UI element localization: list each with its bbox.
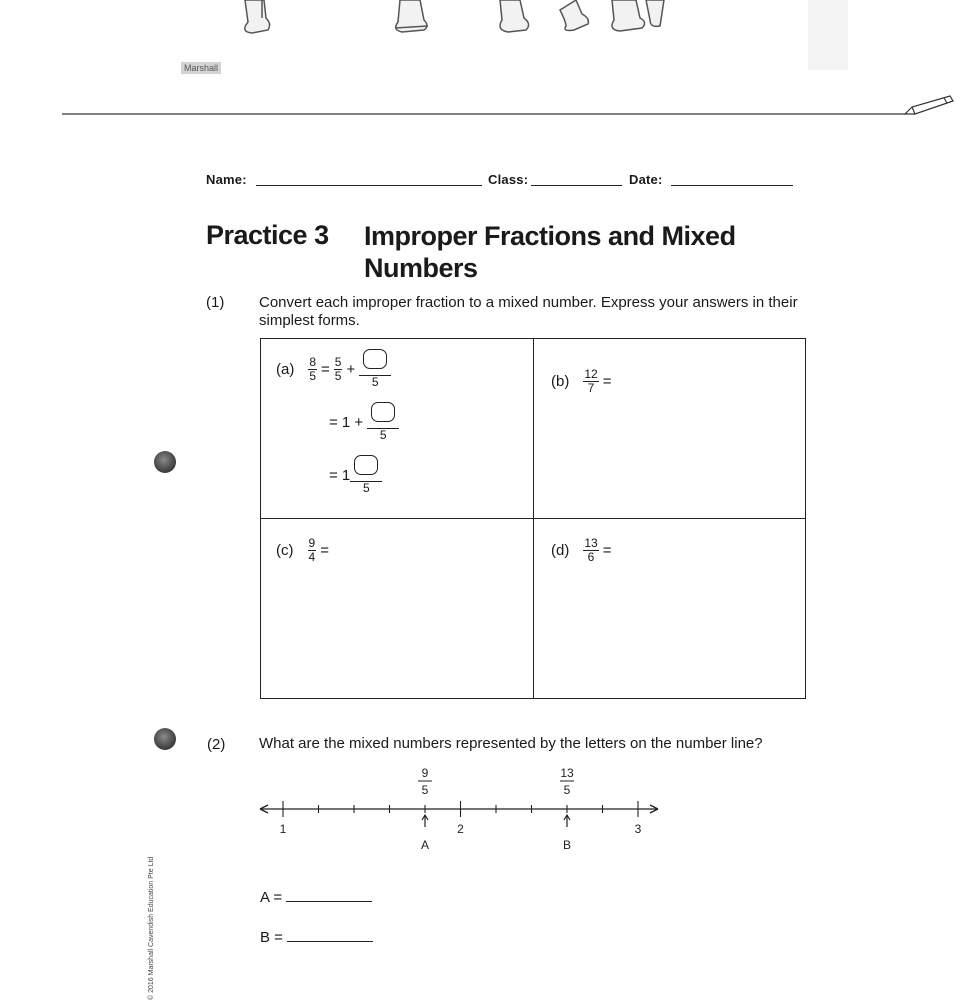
marker-B-label: B [562, 838, 572, 852]
part-a-line-2: = 1 + 5 [329, 402, 399, 442]
part-d-label: (d) [551, 542, 570, 559]
answer-b-row [260, 929, 373, 946]
answer-a-field[interactable] [286, 901, 372, 902]
tick-label: 2 [457, 822, 464, 836]
answer-a-row [260, 889, 372, 906]
marker-A-numerator: 9 [421, 766, 429, 780]
grid-divider-horizontal [260, 518, 806, 519]
part-d[interactable]: (d) $\frac{13}{6}$ = [551, 536, 612, 564]
number-line [250, 765, 680, 860]
marker-A-label: A [420, 838, 430, 852]
part-a-answer-box-1[interactable]: 5 [359, 349, 391, 389]
copyright-notice: © 2016 Marshall Cavendish Education Pte Ltd [148, 856, 155, 1000]
date-label: Date: [629, 172, 663, 187]
illustration-fragment [0, 0, 960, 80]
part-b-label: (b) [551, 373, 570, 390]
question-1-text: Convert each improper fraction to a mixed number. Express your answers in their simplest forms. [259, 294, 798, 329]
part-a-line-1: (a) $\frac{8}{5}$ = $\frac{5}{5}$ + 5 [276, 349, 391, 389]
question-1-number: (1) [206, 294, 225, 311]
part-a-split-fraction: $\frac{5}{5}$ [334, 354, 342, 383]
practice-number: Practice 3 [206, 220, 329, 250]
tick-label: 1 [279, 822, 287, 836]
part-a-answer-box-3[interactable]: 5 [350, 455, 382, 495]
marker-A-denominator: 5 [421, 783, 429, 797]
date-field[interactable] [671, 185, 793, 186]
pencil-icon [905, 96, 953, 114]
marker-B-numerator: 13 [560, 766, 574, 780]
part-c-fraction: $\frac{9}{4}$ [308, 536, 316, 564]
part-c[interactable]: (c) $\frac{9}{4}$ = [276, 536, 329, 564]
part-b-fraction: $\frac{12}{7}$ [584, 367, 598, 395]
part-b[interactable]: (b) $\frac{12}{7}$ = [551, 367, 612, 395]
question-2-number: (2) [207, 736, 226, 753]
page-divider [0, 92, 960, 122]
name-field[interactable] [256, 185, 482, 186]
publisher-tag: Marshall [181, 62, 221, 74]
class-field[interactable] [531, 185, 622, 186]
answer-a-label: A = [260, 889, 283, 906]
marker-B-denominator: 5 [563, 783, 571, 797]
part-a-fraction: $\frac{8}{5}$ [309, 354, 317, 383]
binder-hole-icon [154, 728, 176, 750]
part-a-answer-box-2[interactable]: 5 [367, 402, 399, 442]
tick-label: 3 [634, 822, 642, 836]
name-label: Name: [206, 172, 247, 187]
part-c-label: (c) [276, 542, 294, 559]
part-a-line-3: = 1 5 [329, 455, 382, 495]
page-title: Improper Fractions and Mixed Numbers [364, 221, 736, 283]
question-2-text: What are the mixed numbers represented by the letters on the number line? [259, 735, 763, 752]
class-label: Class: [488, 172, 529, 187]
answer-b-label: B = [260, 929, 283, 946]
part-a-label: (a) [276, 360, 295, 378]
binder-hole-icon [154, 451, 176, 473]
answer-b-field[interactable] [287, 941, 373, 942]
part-d-fraction: $\frac{13}{6}$ [584, 536, 598, 564]
